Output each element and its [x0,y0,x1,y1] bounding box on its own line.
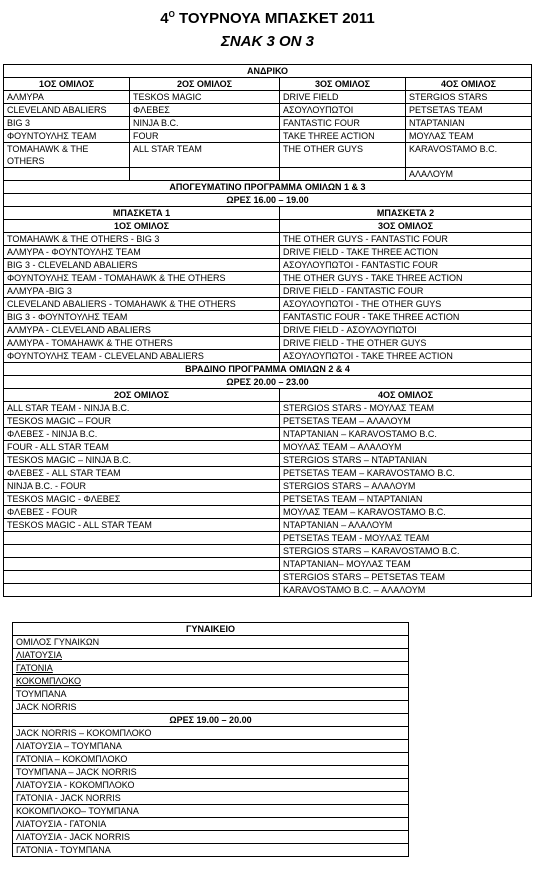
men-header: ΑΝΔΡΙΚΟ [4,65,532,78]
team-cell: THE OTHER GUYS [280,143,406,168]
match-row [4,558,532,571]
match-row [4,454,532,467]
match-court1: BIG 3 - CLEVELAND ABALIERS [4,259,280,272]
court-2-label: ΜΠΑΣΚΕΤΑ 2 [280,207,532,220]
women-match-cell: JACK NORRIS – ΚΟΚΟΜΠΛΟΚΟ [13,727,409,740]
women-match-cell: ΓΑΤΟΝΙΑ - ΤΟΥΜΠΑΝΑ [13,844,409,857]
match-group2 [4,571,280,584]
women-hours-cell: ΩΡΕΣ 19.00 – 20.00 [13,714,409,727]
match-court2: DRIVE FIELD - TAKE THREE ACTION [280,246,532,259]
page-subtitle: ΣΝΑΚ 3 ΟΝ 3 [220,33,315,50]
group-label-row [4,220,532,233]
women-team [13,649,409,662]
group-header: 2ΟΣ ΟΜΙΛΟΣ [130,78,280,91]
match-group2: ΦΛΕΒΕΣ - FOUR [4,506,280,519]
match-group2: TESKOS MAGIC - ΦΛΕΒΕΣ [4,493,280,506]
match-court1: ΦΟΥΝΤΟΥΛΗΣ TEAM - CLEVELAND ABALIERS [4,350,280,363]
team-row [4,104,532,117]
team-cell: ΜΟΥΛΑΣ TEAM [406,130,532,143]
team-cell [130,168,280,181]
court-1-label: ΜΠΑΣΚΕΤΑ 1 [4,207,280,220]
team-cell [280,168,406,181]
team-cell: FOUR [130,130,280,143]
team-cell: STERGIOS STARS [406,91,532,104]
match-group4: ΝΤΑΡΤΑΝΙΑΝ – ΑΛΑΛΟΥΜ [280,519,532,532]
women-match-cell: ΛΙΑΤΟΥΣΙΑ - ΓΑΤΟΝΙΑ [13,818,409,831]
match-group2 [4,558,280,571]
match-group4: ΜΟΥΛΑΣ TEAM – ΑΛΑΛΟΥΜ [280,441,532,454]
match-court2: ΑΣΟΥΛΟΥΠΩΤΟΙ - FANTASTIC FOUR [280,259,532,272]
match-court2: THE OTHER GUYS - FANTASTIC FOUR [280,233,532,246]
women-match [13,818,409,831]
group-1-label: 1ΟΣ ΟΜΙΛΟΣ [4,220,280,233]
match-row [4,571,532,584]
team-cell: ALL STAR TEAM [130,143,280,168]
team-cell: PETSETAS TEAM [406,104,532,117]
match-court2: FANTASTIC FOUR - TAKE THREE ACTION [280,311,532,324]
team-cell: ΑΛΜΥΡΑ [4,91,130,104]
team-row [4,91,532,104]
team-cell: ΦΟΥΝΤΟΥΛΗΣ TEAM [4,130,130,143]
women-match-cell: ΛΙΑΤΟΥΣΙΑ - ΚΟΚΟΜΠΛΟΚΟ [13,779,409,792]
match-court1: CLEVELAND ABALIERS - TOMAHAWK & THE OTHERS [4,298,280,311]
match-group2: NINJA B.C. - FOUR [4,480,280,493]
match-group4: PETSETAS TEAM – KARAVOSTAMO B.C. [280,467,532,480]
team-cell: ΝΤΑΡΤΑΝΙΑΝ [406,117,532,130]
team-cell: BIG 3 [4,117,130,130]
men-table [3,64,532,597]
match-court2: ΑΣΟΥΛΟΥΠΩΤΟΙ - THE OTHER GUYS [280,298,532,311]
match-row [4,298,532,311]
team-cell: TOMAHAWK & THE OTHERS [4,143,130,168]
header-row [4,65,532,78]
women-match [13,727,409,740]
women-match [13,740,409,753]
match-row [4,480,532,493]
match-row [4,532,532,545]
group-label-row [4,389,532,402]
group-3-label: 3ΟΣ ΟΜΙΛΟΣ [280,220,532,233]
women-group-label-cell: ΟΜΙΛΟΣ ΓΥΝΑΙΚΩΝ [13,636,409,649]
women-match [13,805,409,818]
women-match [13,792,409,805]
match-group2: TESKOS MAGIC - ALL STAR TEAM [4,519,280,532]
match-court2: DRIVE FIELD - ΑΣΟΥΛΟΥΠΩΤΟΙ [280,324,532,337]
match-group2: ΦΛΕΒΕΣ - NINJA B.C. [4,428,280,441]
women-match-cell: ΛΙΑΤΟΥΣΙΑ – ΤΟΥΜΠΑΝΑ [13,740,409,753]
women-match-cell: ΓΑΤΟΝΙΑ - JACK NORRIS [13,792,409,805]
evening-hours: ΩΡΕΣ 20.00 – 23.00 [4,376,532,389]
women-team [13,701,409,714]
team-row [4,143,532,168]
group-header: 4ΟΣ ΟΜΙΛΟΣ [406,78,532,91]
women-hours [13,714,409,727]
team-cell: DRIVE FIELD [280,91,406,104]
court-row [4,207,532,220]
match-group4: PETSETAS TEAM – ΑΛΑΛΟΥΜ [280,415,532,428]
match-row [4,519,532,532]
team-cell: ΑΣΟΥΛΟΥΠΩΤΟΙ [280,104,406,117]
group-header-row [4,78,532,91]
women-team [13,662,409,675]
match-row [4,441,532,454]
afternoon-title: ΑΠΟΓΕΥΜΑΤΙΝΟ ΠΡΟΓΡΑΜΜΑ ΟΜΙΛΩΝ 1 & 3 [4,181,532,194]
women-match [13,831,409,844]
match-court1: BIG 3 - ΦΟΥΝΤΟΥΛΗΣ TEAM [4,311,280,324]
match-group2: FOUR - ALL STAR TEAM [4,441,280,454]
team-cell: CLEVELAND ABALIERS [4,104,130,117]
match-group4: PETSETAS TEAM – ΝΤΑΡΤΑΝΙΑΝ [280,493,532,506]
match-row [4,233,532,246]
match-row [4,350,532,363]
team-row [4,117,532,130]
match-group4: ΝΤΑΡΤΑΝΙΑΝ – KARAVOSTAMO B.C. [280,428,532,441]
women-match-cell: ΛΙΑΤΟΥΣΙΑ - JACK NORRIS [13,831,409,844]
match-court2: DRIVE FIELD - FANTASTIC FOUR [280,285,532,298]
women-team [13,675,409,688]
women-match [13,753,409,766]
match-row [4,493,532,506]
group-4-label: 4ΟΣ ΟΜΙΛΟΣ [280,389,532,402]
header-row [4,194,532,207]
match-group4: STERGIOS STARS – PETSETAS TEAM [280,571,532,584]
afternoon-hours: ΩΡΕΣ 16.00 – 19.00 [4,194,532,207]
women-table [12,622,409,857]
match-row [4,285,532,298]
match-court2: THE OTHER GUYS - TAKE THREE ACTION [280,272,532,285]
match-row [4,337,532,350]
match-court1: ΑΛΜΥΡΑ -BIG 3 [4,285,280,298]
match-group2: ALL STAR TEAM - NINJA B.C. [4,402,280,415]
match-row [4,545,532,558]
team-row [4,168,532,181]
women-team [13,688,409,701]
team-cell [4,168,130,181]
women-match-cell: ΚΟΚΟΜΠΛΟΚΟ– ΤΟΥΜΠΑΝΑ [13,805,409,818]
match-court1: ΑΛΜΥΡΑ - ΦΟΥΝΤΟΥΛΗΣ TEAM [4,246,280,259]
match-court2: DRIVE FIELD - THE OTHER GUYS [280,337,532,350]
match-group4: STERGIOS STARS – KARAVOSTAMO B.C. [280,545,532,558]
women-match [13,844,409,857]
match-row [4,324,532,337]
match-row [4,415,532,428]
team-cell: NINJA B.C. [130,117,280,130]
match-row [4,311,532,324]
women-match [13,766,409,779]
match-row [4,272,532,285]
match-row [4,584,532,597]
women-match-cell: ΤΟΥΜΠΑΝΑ – JACK NORRIS [13,766,409,779]
women-group-label [13,636,409,649]
women-team-cell: JACK NORRIS [13,701,409,714]
team-cell: ΦΛΕΒΕΣ [130,104,280,117]
women-team-cell: ΚΟΚΟΜΠΛΟΚΟ [13,675,409,688]
header-row [4,363,532,376]
match-group2: TESKOS MAGIC – NINJA B.C. [4,454,280,467]
group-header: 3ΟΣ ΟΜΙΛΟΣ [280,78,406,91]
match-group4: ΝΤΑΡΤΑΝΙΑΝ– ΜΟΥΛΑΣ TEAM [280,558,532,571]
evening-title: ΒΡΑΔΙΝΟ ΠΡΟΓΡΑΜΜΑ ΟΜΙΛΩΝ 2 & 4 [4,363,532,376]
match-group2 [4,545,280,558]
women-team-cell: ΛΙΑΤΟΥΣΙΑ [13,649,409,662]
match-court1: ΑΛΜΥΡΑ - TOMAHAWK & THE OTHERS [4,337,280,350]
match-row [4,259,532,272]
women-match [13,779,409,792]
match-group4: ΜΟΥΛΑΣ TEAM – KARAVOSTAMO B.C. [280,506,532,519]
match-row [4,402,532,415]
women-match-cell: ΓΑΤΟΝΙΑ – ΚΟΚΟΜΠΛΟΚΟ [13,753,409,766]
team-cell: FANTASTIC FOUR [280,117,406,130]
match-court1: ΦΟΥΝΤΟΥΛΗΣ TEAM - TOMAHAWK & THE OTHERS [4,272,280,285]
match-group2: ΦΛΕΒΕΣ - ALL STAR TEAM [4,467,280,480]
match-group2 [4,532,280,545]
team-cell: TAKE THREE ACTION [280,130,406,143]
team-row [4,130,532,143]
match-group4: STERGIOS STARS - ΜΟΥΛΑΣ TEAM [280,402,532,415]
women-team-cell: ΤΟΥΜΠΑΝΑ [13,688,409,701]
match-row [4,467,532,480]
match-row [4,428,532,441]
women-header [13,623,409,636]
group-2-label: 2ΟΣ ΟΜΙΛΟΣ [4,389,280,402]
match-row [4,506,532,519]
team-cell: KARAVOSTAMO B.C. [406,143,532,168]
team-cell: ΑΛΑΛΟΥΜ [406,168,532,181]
match-group4: KARAVOSTAMO B.C. – ΑΛΑΛΟΥΜ [280,584,532,597]
women-header-cell: ΓΥΝΑΙΚΕΙΟ [13,623,409,636]
match-group2 [4,584,280,597]
team-cell: TESKOS MAGIC [130,91,280,104]
match-group2: TESKOS MAGIC – FOUR [4,415,280,428]
match-court1: ΑΛΜΥΡΑ - CLEVELAND ABALIERS [4,324,280,337]
match-group4: STERGIOS STARS – ΝΤΑΡΤΑΝΙΑΝ [280,454,532,467]
group-header: 1ΟΣ ΟΜΙΛΟΣ [4,78,130,91]
match-group4: PETSETAS TEAM - ΜΟΥΛΑΣ TEAM [280,532,532,545]
header-row [4,181,532,194]
women-team-cell: ΓΑΤΟΝΙΑ [13,662,409,675]
header-row [4,376,532,389]
match-court1: TOMAHAWK & THE OTHERS - BIG 3 [4,233,280,246]
page-title: $4^O$ ΤΟΥΡΝΟΥΑ ΜΠΑΣΚΕΤ 2011 [160,10,375,27]
match-court2: ΑΣΟΥΛΟΥΠΩΤΟΙ - TAKE THREE ACTION [280,350,532,363]
match-row [4,246,532,259]
match-group4: STERGIOS STARS – ΑΛΑΛΟΥΜ [280,480,532,493]
